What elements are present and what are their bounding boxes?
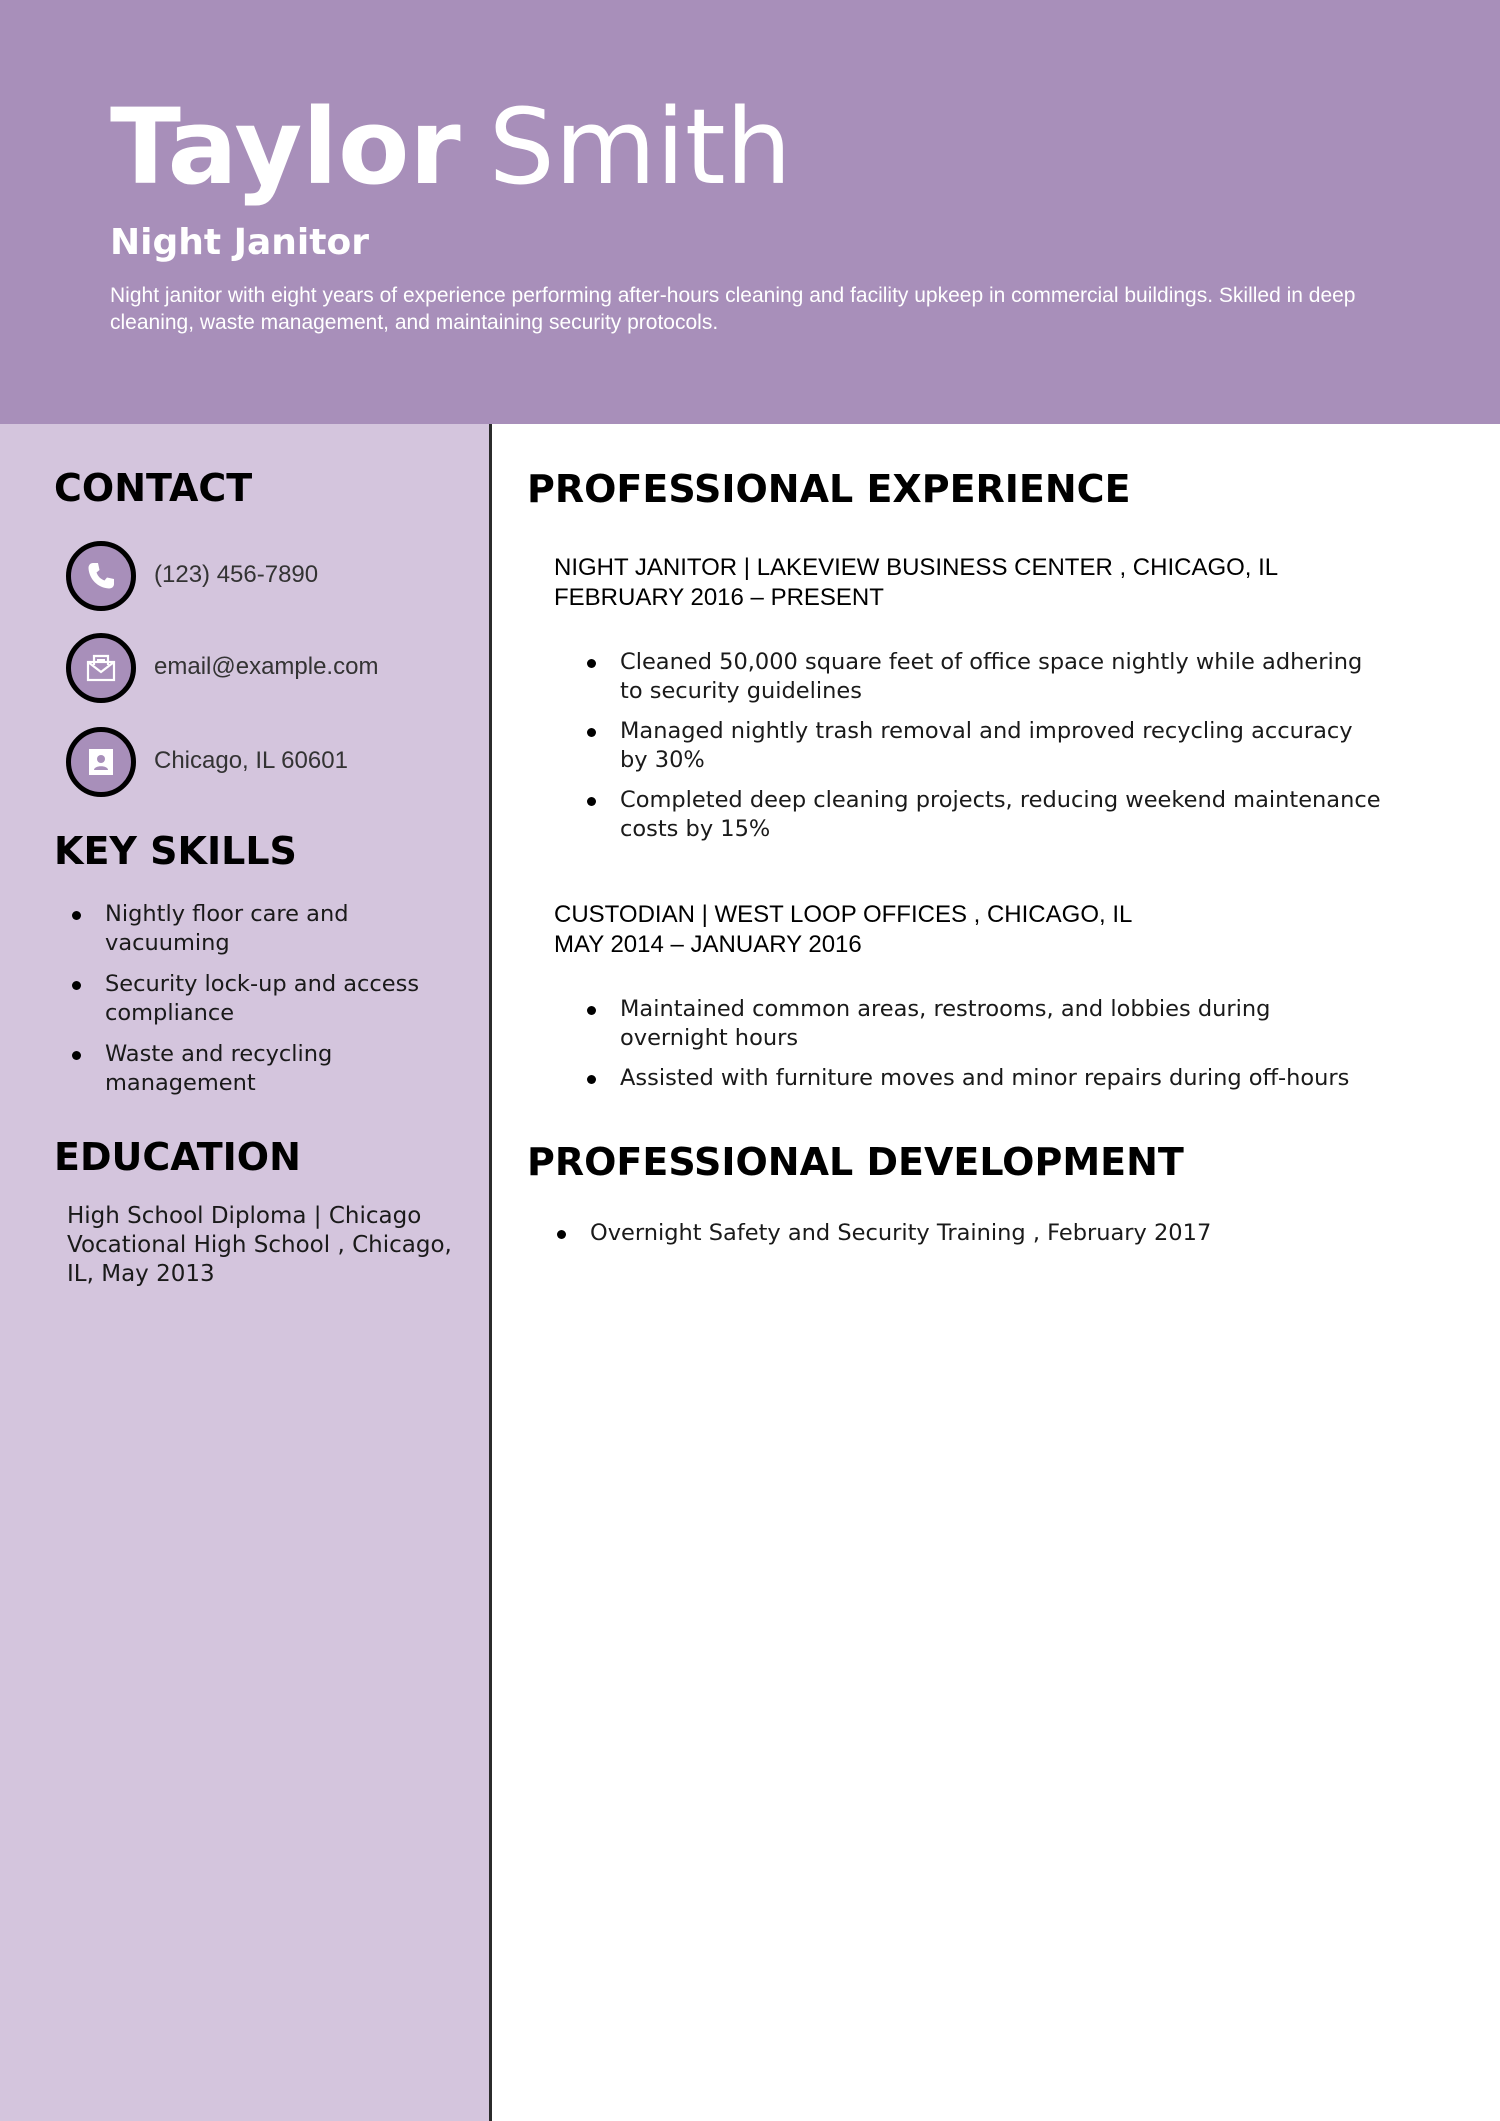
- education-entry: High School Diploma | Chicago Vocational High School , Chicago, IL, May 2013: [67, 1203, 452, 1287]
- bullet-icon: [587, 797, 596, 806]
- bullet-icon: [587, 1075, 596, 1084]
- list-item: [69, 900, 439, 958]
- candidate-name: [110, 82, 792, 212]
- job-dates: FEBRUARY 2016 – PRESENT: [554, 584, 884, 611]
- contact-phone-row: [66, 541, 466, 609]
- bullet-text: Completed deep cleaning projects, reducing weekend maintenance costs by 15%: [620, 787, 1381, 842]
- contact-email-row: [66, 633, 466, 701]
- job-title-line: NIGHT JANITOR | LAKEVIEW BUSINESS CENTER , CHICAGO, IL: [554, 554, 1279, 581]
- job-bullets: [584, 995, 1384, 1104]
- development-list: [554, 1219, 1454, 1248]
- key-skills-heading: KEY SKILLS: [54, 829, 297, 873]
- bullet-text: Cleaned 50,000 square feet of office space nightly while adhering to security guidelines: [620, 649, 1363, 704]
- list-item: [584, 648, 1384, 706]
- envelope-icon: [66, 633, 136, 703]
- address-book-icon: [66, 727, 136, 797]
- education-heading: EDUCATION: [54, 1135, 301, 1179]
- job-dates: MAY 2014 – JANUARY 2016: [554, 931, 862, 958]
- bullet-icon: [587, 659, 596, 668]
- list-item: [584, 1064, 1384, 1093]
- bullet-text: Maintained common areas, restrooms, and lobbies during overnight hours: [620, 996, 1271, 1051]
- bullet-text: Managed nightly trash removal and improved recycling accuracy by 30%: [620, 718, 1353, 773]
- list-item: [584, 786, 1384, 844]
- bullet-icon: [557, 1230, 566, 1239]
- bullet-text: Overnight Safety and Security Training , February 2017: [590, 1220, 1212, 1246]
- first-name: Taylor: [110, 86, 461, 208]
- list-item: [69, 1040, 439, 1098]
- skill-text: Nightly floor care and vacuuming: [105, 901, 349, 956]
- last-name: Smith: [488, 86, 792, 208]
- contact-heading: CONTACT: [54, 466, 253, 510]
- bullet-icon: [72, 911, 81, 920]
- bullet-icon: [587, 728, 596, 737]
- profile-summary: Night janitor with eight years of experience performing after-hours cleaning and facility upkeep in commercial buildings. Skilled in deep cleaning, waste management, and maintaining security protocols.: [110, 284, 1356, 334]
- development-heading: PROFESSIONAL DEVELOPMENT: [527, 1140, 1184, 1184]
- bullet-icon: [72, 1051, 81, 1060]
- resume-header: [0, 0, 1500, 424]
- skill-text: Security lock-up and access compliance: [105, 971, 420, 1026]
- bullet-icon: [72, 981, 81, 990]
- contact-location-row: [66, 727, 466, 795]
- job-bullets: [584, 648, 1384, 855]
- list-item: [554, 1219, 1454, 1248]
- job-title-line: CUSTODIAN | WEST LOOP OFFICES , CHICAGO, IL: [554, 901, 1133, 928]
- bullet-icon: [587, 1006, 596, 1015]
- skill-text: Waste and recycling management: [105, 1041, 333, 1096]
- email-address: email@example.com: [154, 653, 379, 680]
- phone-icon: [66, 541, 136, 611]
- skills-list: [69, 900, 439, 1110]
- experience-heading: PROFESSIONAL EXPERIENCE: [527, 467, 1131, 511]
- list-item: [584, 717, 1384, 775]
- bullet-text: Assisted with furniture moves and minor repairs during off-hours: [620, 1065, 1350, 1091]
- phone-number: (123) 456-7890: [154, 561, 319, 588]
- location: Chicago, IL 60601: [154, 747, 348, 774]
- list-item: [69, 970, 439, 1028]
- list-item: [584, 995, 1384, 1053]
- job-title: Night Janitor: [110, 222, 369, 263]
